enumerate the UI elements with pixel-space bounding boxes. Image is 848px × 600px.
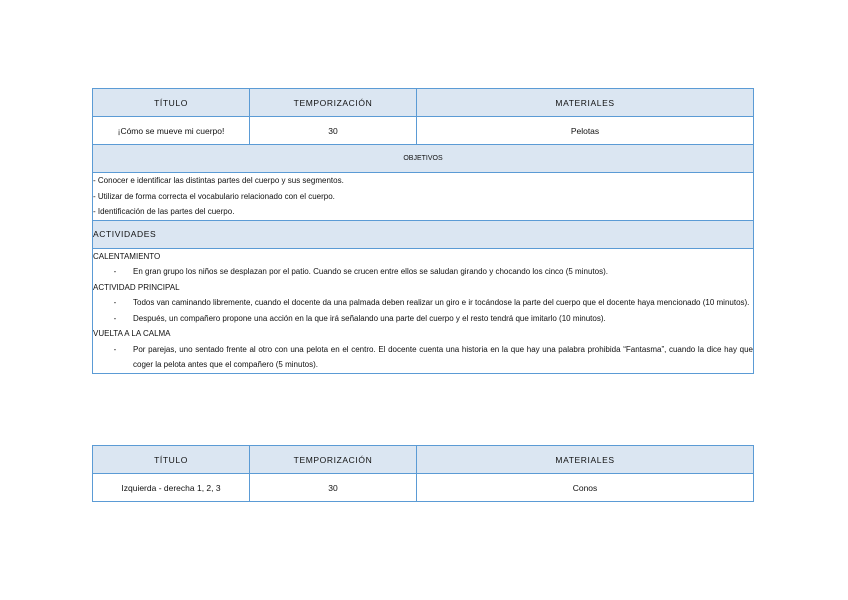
session-timing: 30	[250, 474, 417, 502]
main-activity-item: Todos van caminando libremente, cuando el docente da una palmada deben realizar un giro e ir tocándose la parte del cuerpo que el docente haya mencionado (10 minutos).	[133, 298, 750, 307]
session-table-1	[92, 88, 754, 374]
timing-header: TEMPORIZACIÓN	[250, 446, 417, 474]
objectives-header-row	[93, 145, 754, 173]
bullet-mark: -	[113, 267, 117, 276]
materials-header: MATERIALES	[417, 89, 754, 117]
main-activity-item: Después, un compañero propone una acción en la que irá señalando una parte del cuerpo y el resto tendrá que imitarlo (10 minutos).	[133, 313, 606, 323]
warmup-heading: CALENTAMIENTO	[93, 251, 161, 261]
objectives-heading: OBJETIVOS	[93, 145, 754, 173]
objectives-row	[93, 173, 754, 221]
session-title: ¡Cómo se mueve mi cuerpo!	[93, 117, 250, 145]
activities-row	[93, 248, 754, 373]
values-row	[93, 117, 754, 145]
objective-item: - Conocer e identificar las distintas partes del cuerpo y sus segmentos.	[93, 176, 344, 185]
title-header: TÍTULO	[93, 89, 250, 117]
values-row	[93, 474, 754, 502]
materials-header: MATERIALES	[417, 446, 754, 474]
bullet-mark: -	[113, 313, 117, 323]
session-materials: Conos	[417, 474, 754, 502]
activities-header-row	[93, 220, 754, 248]
objectives-list	[93, 173, 754, 221]
session-table-2	[92, 445, 754, 502]
header-row	[93, 89, 754, 117]
bullet-mark: -	[113, 298, 117, 307]
session-materials: Pelotas	[417, 117, 754, 145]
cooldown-item: Por parejas, uno sentado frente al otro con una pelota en el centro. El docente cuenta una historia en la que hay una palabra prohibida “Fantasma”, cuando la dice hay que coger la pelota antes que el compañero (5 minutos).	[133, 344, 753, 369]
cooldown-heading: VUELTA A LA CALMA	[93, 329, 171, 338]
title-header: TÍTULO	[93, 446, 250, 474]
list-item	[93, 342, 753, 373]
header-row	[93, 446, 754, 474]
list-item	[93, 295, 753, 311]
objective-item: - Identificación de las partes del cuerpo.	[93, 207, 235, 216]
main-activity-heading: ACTIVIDAD PRINCIPAL	[93, 282, 180, 292]
activities-content	[93, 248, 754, 373]
activities-heading: ACTIVIDADES	[93, 220, 754, 248]
session-timing: 30	[250, 117, 417, 145]
list-item	[93, 264, 753, 280]
session-title: Izquierda - derecha 1, 2, 3	[93, 474, 250, 502]
bullet-mark: -	[113, 344, 117, 354]
objective-item: - Utilizar de forma correcta el vocabulario relacionado con el cuerpo.	[93, 191, 335, 201]
timing-header: TEMPORIZACIÓN	[250, 89, 417, 117]
list-item	[93, 311, 753, 327]
warmup-item: En gran grupo los niños se desplazan por el patio. Cuando se crucen entre ellos se saludan girando y chocando los cinco (5 minutos).	[133, 267, 608, 276]
